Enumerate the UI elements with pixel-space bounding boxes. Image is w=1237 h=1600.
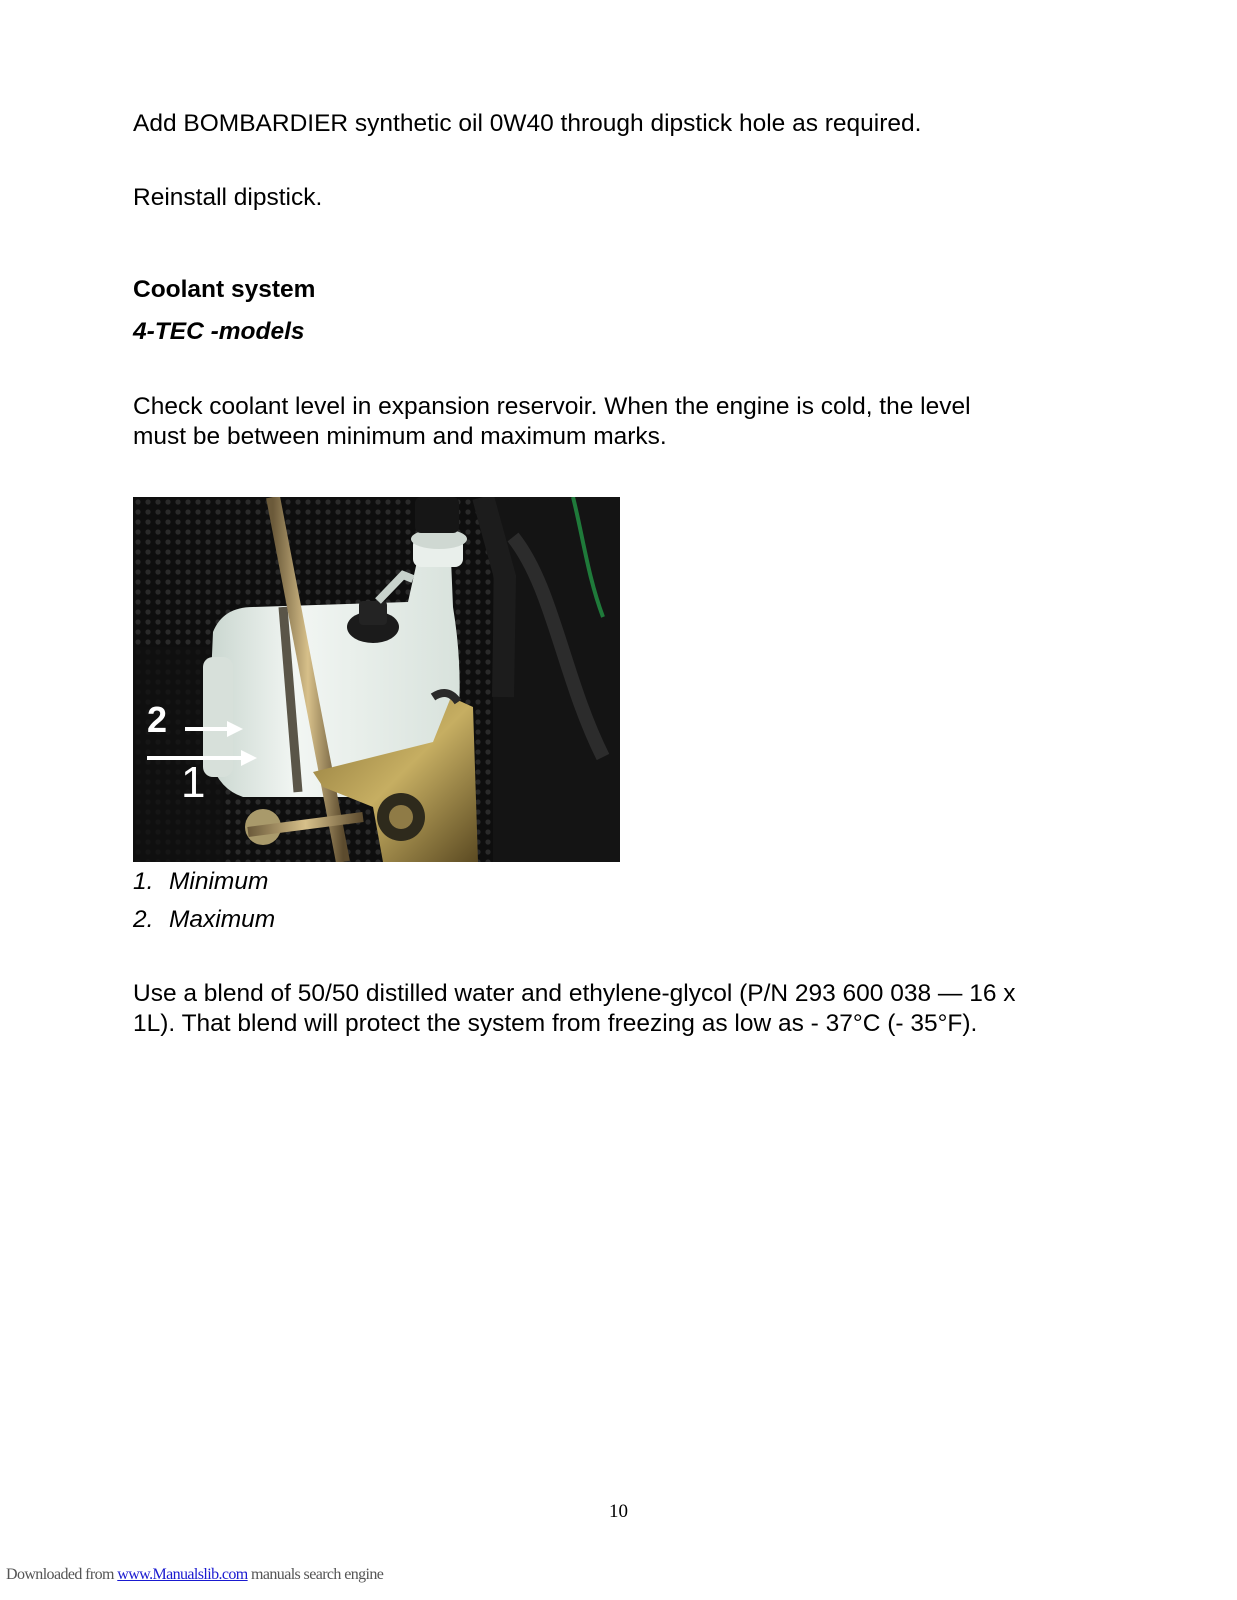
coolant-blend-line-1: Use a blend of 50/50 distilled water and ethylene-glycol (P/N 293 600 038 — 16 x — [133, 980, 1016, 1007]
coolant-check-line-2: must be between minimum and maximum marks. — [133, 423, 667, 450]
caption-item-maximum — [133, 905, 275, 935]
caption-number: 2. — [133, 906, 154, 933]
section-heading: Coolant system — [133, 276, 316, 303]
download-footer — [6, 1566, 383, 1584]
caption-item-minimum — [133, 867, 268, 897]
caption-label: Maximum — [169, 906, 276, 933]
minimum-marker-label: 1 — [181, 758, 206, 807]
page-number: 10 — [609, 1501, 628, 1522]
caption-number: 1. — [133, 868, 154, 895]
manualslib-link[interactable]: www.Manualslib.com — [117, 1566, 248, 1583]
footer-prefix: Downloaded from — [6, 1566, 118, 1583]
maximum-marker-label: 2 — [147, 699, 168, 740]
oil-instruction: Add BOMBARDIER synthetic oil 0W40 through dipstick hole as required. — [133, 110, 922, 137]
coolant-reservoir-photo — [133, 497, 620, 862]
coolant-blend-line-2: 1L). That blend will protect the system from freezing as low as - 37°C (- 35°F). — [133, 1010, 978, 1037]
dipstick-instruction: Reinstall dipstick. — [133, 184, 323, 211]
footer-suffix: manuals search engine — [247, 1566, 384, 1583]
caption-label: Minimum — [169, 868, 269, 895]
section-subheading: 4-TEC -models — [133, 318, 305, 345]
coolant-check-line-1: Check coolant level in expansion reservoir. When the engine is cold, the level — [133, 393, 971, 420]
